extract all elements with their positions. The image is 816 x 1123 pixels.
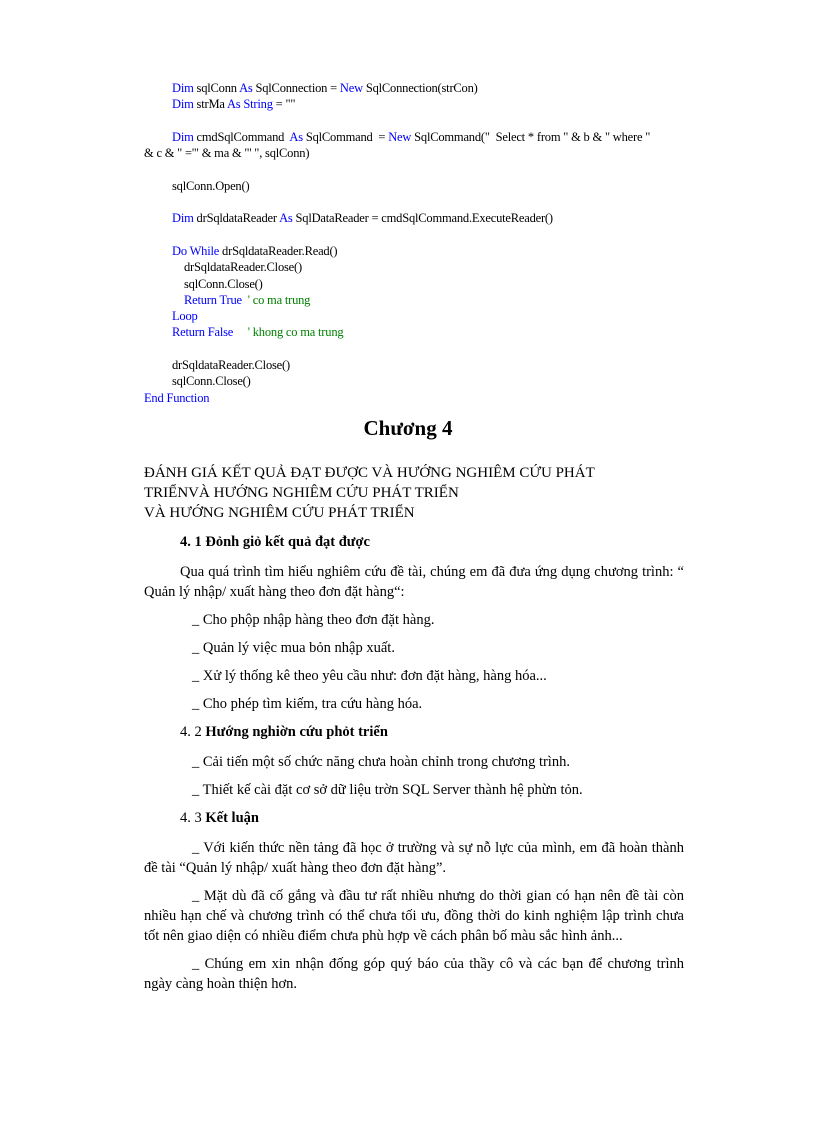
code-keyword: Loop bbox=[172, 309, 198, 324]
code-text: sqlConn bbox=[193, 81, 240, 95]
list-item: _ Quản lý việc mua bỏn nhập xuất. bbox=[192, 640, 395, 656]
section-2-title bbox=[180, 722, 684, 742]
code-keyword: Return False bbox=[172, 325, 234, 340]
code-blank bbox=[144, 161, 704, 177]
list-item: _ Cho phộp nhập hàng theo đơn đặt hàng. bbox=[192, 612, 435, 628]
code-block bbox=[144, 80, 704, 406]
code-text: SqlCommand(" Select * from " & b & " where " bbox=[411, 129, 651, 144]
code-keyword: Do While bbox=[172, 243, 220, 258]
code-line: & c & " ='" & ma & "' ", sqlConn) bbox=[144, 146, 310, 161]
list-item: _ Xử lý thống kê theo yêu cầu như: đơn đặt hàng, hàng hóa... bbox=[192, 668, 547, 684]
document-body bbox=[144, 532, 684, 1002]
code-line: sqlConn.Close() bbox=[172, 374, 251, 389]
code-text: cmdSqlCommand bbox=[193, 129, 290, 144]
chapter-title: Chương 4 bbox=[363, 416, 453, 440]
code-blank bbox=[144, 113, 704, 129]
section-3-title bbox=[180, 808, 684, 828]
paragraph: Qua quá trình tìm hiểu nghiêm cứu đề tài, chúng em đã đưa ứng dụng chương trình: “ Quản lý nhập/ xuất hàng theo đơn đặt hàng“: bbox=[144, 564, 684, 600]
chapter-heading bbox=[144, 463, 684, 523]
paragraph: _ Chúng em xin nhận đống góp quý báo của thầy cô và các bạn để chương trình ngày càng hoàn thiện hơn. bbox=[144, 956, 684, 992]
code-comment: ' co ma trung bbox=[241, 292, 311, 307]
section-1-title bbox=[180, 532, 684, 552]
section-title-text: Kết luận bbox=[205, 810, 259, 826]
code-line: sqlConn.Open() bbox=[172, 178, 250, 193]
code-keyword: Return True bbox=[184, 292, 242, 307]
section-number: 4. 2 bbox=[180, 724, 206, 740]
code-keyword: End Function bbox=[144, 390, 210, 405]
code-line bbox=[144, 243, 704, 259]
code-keyword: As bbox=[226, 97, 241, 112]
code-line bbox=[144, 292, 704, 308]
code-blank bbox=[144, 194, 704, 210]
paragraph: _ Với kiến thức nền tảng đã học ở trường và sự nỗ lực của mình, em đã hoàn thành đề tài “Quản lý nhập/ xuất hàng theo đơn đặt hàng”. bbox=[144, 840, 684, 876]
code-line bbox=[144, 210, 704, 226]
code-keyword: New bbox=[339, 81, 363, 95]
code-keyword: As bbox=[279, 211, 293, 226]
code-line bbox=[144, 390, 704, 406]
code-text: drSqldataReader bbox=[193, 211, 280, 226]
code-line: drSqldataReader.Close() bbox=[172, 358, 290, 373]
code-line bbox=[144, 96, 704, 112]
list-item: _ Cho phép tìm kiếm, tra cứu hàng hóa. bbox=[192, 696, 423, 712]
heading-line: ĐÁNH GIÁ KẾT QUẢ ĐẠT ĐƯỢC VÀ HƯỚNG NGHIÊM CỨU PHÁT bbox=[144, 465, 595, 481]
code-text: = "" bbox=[272, 97, 296, 112]
heading-line: TRIỂNVÀ HƯỚNG NGHIÊM CỨU PHÁT TRIỂN bbox=[144, 485, 459, 501]
list-item: _ Thiết kế cài đặt cơ sở dữ liệu trờn SQL Server thành hệ phừn tỏn. bbox=[192, 782, 583, 798]
code-blank bbox=[144, 341, 704, 357]
code-keyword: As bbox=[239, 81, 253, 95]
code-comment: ' khong co ma trung bbox=[233, 325, 344, 340]
section-title-text: 4. 1 Đỏnh giỏ kết quả đạt được bbox=[180, 534, 370, 550]
heading-line: VÀ HƯỚNG NGHIÊM CỨU PHÁT TRIỂN bbox=[144, 505, 415, 521]
code-text: strMa bbox=[193, 97, 227, 112]
section-title-text: Hướng nghiờn cứu phỏt triển bbox=[205, 724, 388, 740]
code-line bbox=[144, 80, 704, 96]
list-item: _ Cải tiến một số chức năng chưa hoàn chỉnh trong chương trình. bbox=[192, 754, 570, 770]
code-text: SqlDataReader = cmdSqlCommand.ExecuteReader() bbox=[292, 211, 553, 226]
code-keyword: Dim bbox=[172, 81, 194, 95]
code-line bbox=[144, 308, 704, 324]
code-line bbox=[144, 324, 704, 340]
code-keyword: Dim bbox=[172, 211, 194, 226]
code-text: SqlConnection = bbox=[252, 81, 340, 95]
code-keyword: New bbox=[388, 129, 412, 144]
code-keyword: String bbox=[240, 97, 273, 112]
code-line: drSqldataReader.Close() bbox=[184, 260, 302, 275]
section-number: 4. 3 bbox=[180, 810, 206, 826]
code-keyword: As bbox=[289, 129, 303, 144]
code-blank bbox=[144, 227, 704, 243]
code-line: sqlConn.Close() bbox=[184, 276, 263, 291]
code-text: SqlConnection(strCon) bbox=[362, 81, 478, 95]
code-text: drSqldataReader.Read() bbox=[219, 243, 338, 258]
code-keyword: Dim bbox=[172, 97, 194, 112]
code-line bbox=[144, 129, 704, 145]
code-text: SqlCommand = bbox=[302, 129, 389, 144]
code-keyword: Dim bbox=[172, 129, 194, 144]
paragraph: _ Mặt dù đã cố gắng và đầu tư rất nhiều nhưng do thời gian có hạn nên đề tài còn nhiều hạn chế và chương trình có thể chưa tối ưu, đồng thời do kinh nghiệm lập trình chưa tốt nên giao diện có nhiều điểm chưa phù hợp về cách phân bố màu sắc hình ảnh... bbox=[144, 888, 684, 944]
